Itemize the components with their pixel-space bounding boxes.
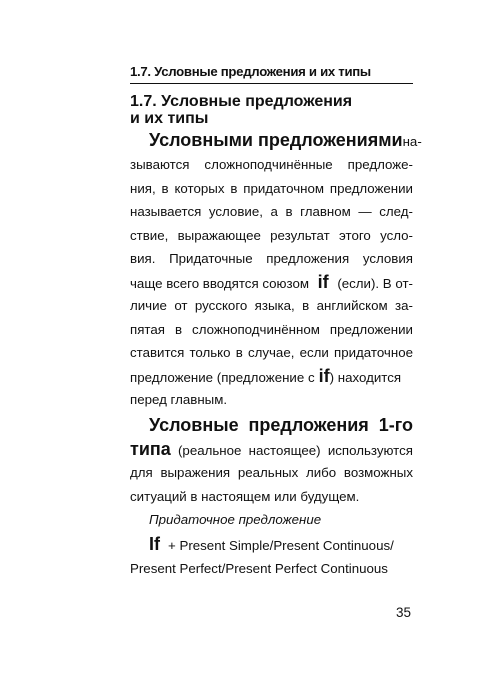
word: ставится	[130, 345, 185, 360]
word: этого	[339, 227, 371, 243]
section-title-line-1: 1.7. Условные предложения	[130, 93, 353, 110]
word: Условные	[149, 414, 239, 435]
text-line	[130, 341, 413, 365]
text-span: ) находится	[329, 369, 402, 385]
word: ствие,	[130, 227, 169, 243]
text-line	[130, 532, 413, 557]
text-line	[130, 200, 413, 224]
word: личие	[130, 298, 167, 313]
text-line	[130, 177, 413, 201]
text-span: предложение (предложение с	[130, 369, 315, 385]
formula-line: Present Perfect/Present Perfect Continuous	[130, 560, 388, 576]
word: в	[174, 321, 183, 337]
text-line	[130, 153, 413, 177]
word: используются	[327, 442, 413, 458]
clause-label: Придаточное предложение	[149, 512, 322, 527]
word: пятая	[130, 321, 165, 337]
word: если	[299, 345, 329, 360]
word: Придаточные	[169, 251, 253, 266]
keyword-if: If	[149, 533, 160, 554]
word: главном	[300, 204, 351, 219]
word: условия	[362, 251, 413, 266]
keyword-if: if	[317, 271, 329, 292]
word: либо	[305, 465, 337, 480]
word: выражающее	[177, 227, 261, 243]
text-span: (если). В от-	[337, 275, 413, 291]
section-title	[130, 93, 413, 127]
word: реальных	[237, 465, 299, 480]
text-line	[130, 247, 413, 271]
text-span: чаще всего вводятся союзом	[130, 275, 309, 291]
text-line	[130, 294, 413, 318]
term-first-type: типа	[130, 438, 171, 459]
word: усло-	[380, 227, 413, 243]
section-title-line-2: и их типы	[130, 110, 209, 127]
word: предложения	[266, 251, 350, 266]
word: предложения	[248, 414, 369, 435]
word: сложноподчинённом	[192, 321, 320, 337]
page-body	[130, 128, 422, 580]
word: для	[130, 465, 153, 480]
formula-line: + Present Simple/Present Continuous/	[168, 537, 394, 553]
word: (реальное	[178, 442, 242, 458]
keyword-if: if	[318, 365, 330, 386]
word: английском	[316, 298, 388, 313]
word: только	[189, 345, 231, 360]
text-line	[130, 438, 413, 462]
word: зываются	[130, 157, 190, 172]
word: вия.	[130, 251, 156, 266]
text-line	[130, 412, 413, 438]
word: настоящее)	[248, 442, 321, 458]
word: предложении	[329, 180, 413, 196]
word: след-	[379, 204, 413, 219]
text-line	[130, 271, 413, 295]
page-number: 35	[396, 605, 412, 620]
text-span: перед главным.	[130, 392, 228, 407]
word: придаточное	[334, 345, 413, 360]
word: выражения	[160, 465, 231, 480]
word: предложе-	[347, 157, 413, 172]
word: языка,	[254, 298, 295, 313]
word: от	[174, 298, 188, 313]
word: сложноподчинённые	[204, 157, 333, 172]
word: в	[235, 345, 243, 360]
text-line	[130, 557, 413, 581]
text-line	[130, 461, 413, 485]
word: условие,	[208, 204, 263, 219]
word: случае,	[247, 345, 295, 360]
word: предложении	[329, 321, 413, 337]
text-line	[130, 508, 413, 532]
text-line	[130, 485, 413, 509]
word: на-	[402, 134, 422, 149]
running-head: 1.7. Условные предложения и их типы	[130, 64, 413, 84]
word: —	[358, 204, 372, 219]
word: возможных	[343, 465, 413, 480]
word: в	[285, 204, 293, 219]
text-line	[130, 128, 422, 153]
word: русского	[194, 298, 248, 313]
text-line	[130, 388, 413, 412]
word: ния,	[130, 180, 156, 196]
word: в	[230, 180, 238, 196]
text-line	[130, 365, 413, 389]
word: называется	[130, 204, 202, 219]
word: за-	[395, 298, 413, 313]
term-conditional: Условными предложениями	[149, 130, 403, 150]
text-span: ситуаций в настоящем или будущем.	[130, 488, 360, 504]
word: которых	[174, 180, 225, 196]
word: в	[302, 298, 310, 313]
word: а	[270, 204, 278, 219]
word: результат	[270, 227, 330, 243]
word: 1-го	[378, 414, 413, 435]
text-line	[130, 224, 413, 248]
word: придаточном	[243, 180, 325, 196]
text-line	[130, 318, 413, 342]
word: в	[161, 180, 169, 196]
